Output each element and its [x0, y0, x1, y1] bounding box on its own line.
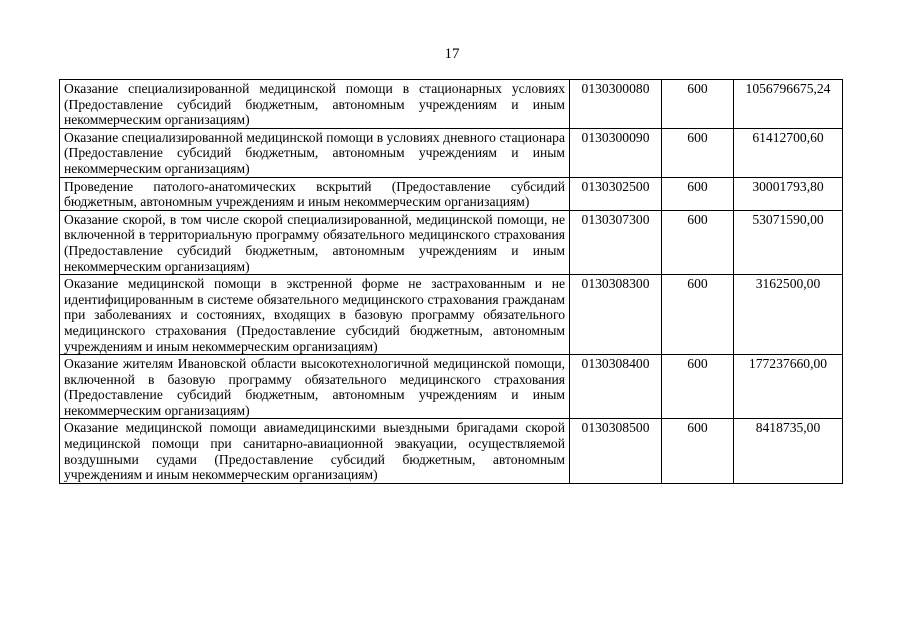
row-target-code: 0130300080	[570, 80, 662, 129]
table-row	[60, 128, 843, 177]
row-target-code: 0130307300	[570, 210, 662, 274]
row-target-code: 0130308400	[570, 355, 662, 419]
row-description: Проведение патолого-анатомических вскрытий (Предоставление субсидий бюджетным, автономным учреждениям и иным некоммерческим организациям)	[60, 177, 570, 210]
row-expense-kind: 600	[662, 128, 734, 177]
row-amount: 1056796675,24	[734, 80, 843, 129]
row-description: Оказание скорой, в том числе скорой специализированной, медицинской помощи, не включенной в территориальную программу обязательного медицинского страхования (Предоставление субсидий бюджетным, автономным учреждениям и иным некоммерческим организациям)	[60, 210, 570, 274]
row-target-code: 0130308300	[570, 275, 662, 355]
row-target-code: 0130302500	[570, 177, 662, 210]
row-amount: 61412700,60	[734, 128, 843, 177]
table-row	[60, 355, 843, 419]
row-description: Оказание медицинской помощи авиамедицинскими выездными бригадами скорой медицинской помощи при санитарно-авиационной эвакуации, осуществляемой воздушными судами (Предоставление субсидий бюджетным, автономным учреждениям и иным некоммерческим организациям)	[60, 419, 570, 483]
row-target-code: 0130308500	[570, 419, 662, 483]
row-amount: 53071590,00	[734, 210, 843, 274]
row-expense-kind: 600	[662, 355, 734, 419]
row-description: Оказание жителям Ивановской области высокотехнологичной медицинской помощи, включенной в базовую программу обязательного медицинского страхования (Предоставление субсидий бюджетным, автономным учреждениям и иным некоммерческим организациям)	[60, 355, 570, 419]
row-expense-kind: 600	[662, 275, 734, 355]
table-row	[60, 419, 843, 483]
table-row	[60, 210, 843, 274]
row-target-code: 0130300090	[570, 128, 662, 177]
row-expense-kind: 600	[662, 210, 734, 274]
row-expense-kind: 600	[662, 80, 734, 129]
table-row	[60, 275, 843, 355]
row-description: Оказание специализированной медицинской помощи в стационарных условиях (Предоставление субсидий бюджетным, автономным учреждениям и иным некоммерческим организациям)	[60, 80, 570, 129]
row-amount: 30001793,80	[734, 177, 843, 210]
row-description: Оказание медицинской помощи в экстренной форме не застрахованным и не идентифицированным в системе обязательного медицинского страхования гражданам при заболеваниях и состояниях, входящих в базовую программу обязательного медицинского страхования (Предоставление субсидий бюджетным, автономным учреждениям и иным некоммерческим организациям)	[60, 275, 570, 355]
row-expense-kind: 600	[662, 419, 734, 483]
table-row	[60, 177, 843, 210]
page-number: 17	[444, 46, 460, 62]
row-amount: 177237660,00	[734, 355, 843, 419]
budget-table	[59, 79, 843, 484]
row-amount: 3162500,00	[734, 275, 843, 355]
table-row	[60, 80, 843, 129]
row-description: Оказание специализированной медицинской помощи в условиях дневного стационара (Предоставление субсидий бюджетным, автономным учреждениям и иным некоммерческим организациям)	[60, 128, 570, 177]
row-expense-kind: 600	[662, 177, 734, 210]
row-amount: 8418735,00	[734, 419, 843, 483]
